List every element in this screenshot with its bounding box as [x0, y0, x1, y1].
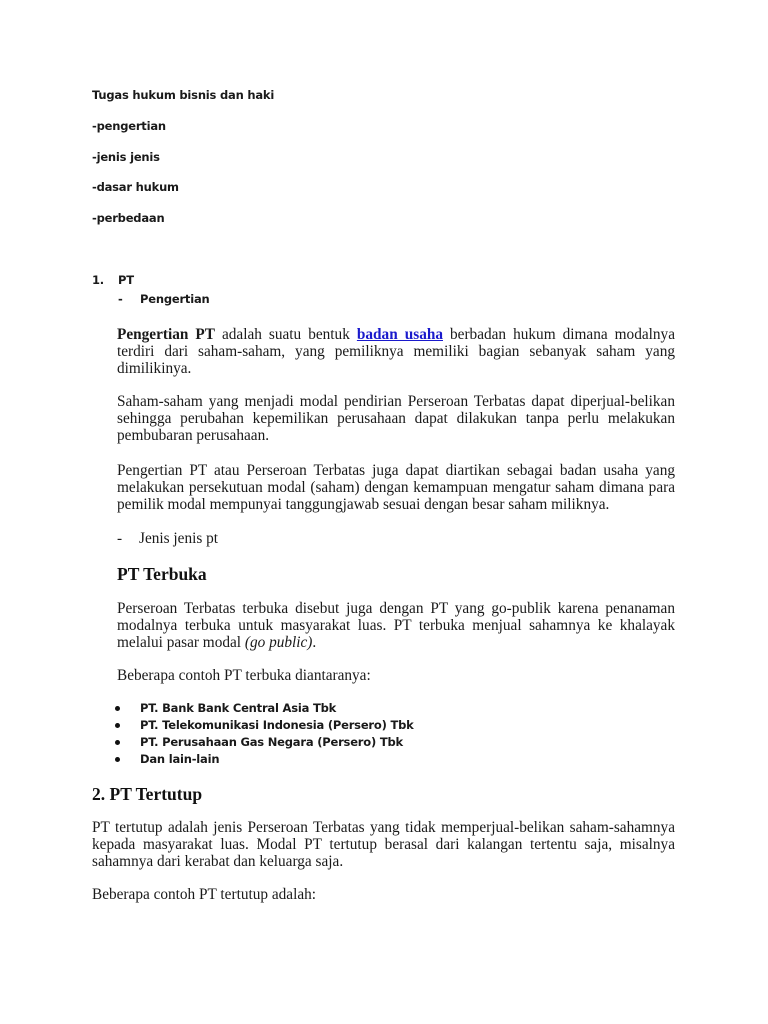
topic-item: -perbedaan: [92, 211, 165, 225]
paragraph-pt-terbuka: Perseroan Terbatas terbuka disebut juga dengan PT yang go-publik karena penanaman modalnya terbuka untuk masyarakat luas. PT terbuka menjual sahamnya ke khalayak melalui pasar modal (go public).: [117, 600, 675, 651]
section-title: PT: [118, 273, 134, 287]
sub-dash: -: [118, 292, 123, 306]
bullet-icon: [115, 706, 120, 711]
bullet-icon: [115, 757, 120, 762]
subheading-pengertian: Pengertian: [140, 292, 210, 306]
paragraph-definition: Pengertian PT adalah suatu bentuk badan usaha berbadan hukum dimana modalnya terdiri dari saham-saham, yang pemiliknya memiliki bagian sebanyak saham yang dimilikinya.: [117, 326, 675, 377]
paragraph-saham: Saham-saham yang menjadi modal pendirian Perseroan Terbatas dapat diperjual-belikan sehingga perubahan kepemilikan perusahaan dapat dilakukan tanpa perlu melakukan pembubaran perusahaan.: [117, 393, 675, 444]
bullet-icon: [115, 723, 120, 728]
list-item: Dan lain-lain: [140, 751, 414, 768]
examples-intro-terbuka: Beberapa contoh PT terbuka diantaranya:: [117, 667, 371, 684]
sub-dash: -: [117, 530, 123, 547]
examples-intro-tertutup: Beberapa contoh PT tertutup adalah:: [92, 886, 317, 903]
paragraph-pengertian-pt: Pengertian PT atau Perseroan Terbatas juga dapat diartikan sebagai badan usaha yang melakukan persekutuan modal (saham) dengan kemampuan mengatur saham dimana para pemilik modal mempunyai tanggungjawab sesuai dengan besar saham miliknya.: [117, 462, 675, 513]
subheading-jenis: Jenis jenis pt: [139, 530, 219, 547]
topic-item: -pengertian: [92, 119, 166, 133]
document-title: Tugas hukum bisnis dan haki: [92, 88, 275, 102]
bullet-icon: [115, 740, 120, 745]
bold-lead: Pengertian PT: [117, 326, 215, 343]
topic-item: -dasar hukum: [92, 180, 179, 194]
heading-pt-terbuka: PT Terbuka: [117, 564, 207, 584]
topic-item: -jenis jenis: [92, 150, 160, 164]
section-number: 1.: [92, 273, 104, 287]
link-badan-usaha[interactable]: badan usaha: [356, 326, 443, 343]
examples-list-terbuka: [140, 700, 414, 768]
list-item: PT. Bank Bank Central Asia Tbk: [140, 700, 414, 717]
list-item: PT. Telekomunikasi Indonesia (Persero) Tbk: [140, 717, 414, 734]
paragraph-pt-tertutup: PT tertutup adalah jenis Perseroan Terbatas yang tidak memperjual-belikan saham-sahamnya kepada masyarakat luas. Modal PT tertutup berasal dari kalangan tertentu saja, misalnya sahamnya dari kerabat dan keluarga saja.: [92, 819, 675, 870]
heading-pt-tertutup: 2. PT Tertutup: [92, 784, 203, 804]
list-item: PT. Perusahaan Gas Negara (Persero) Tbk: [140, 734, 414, 751]
